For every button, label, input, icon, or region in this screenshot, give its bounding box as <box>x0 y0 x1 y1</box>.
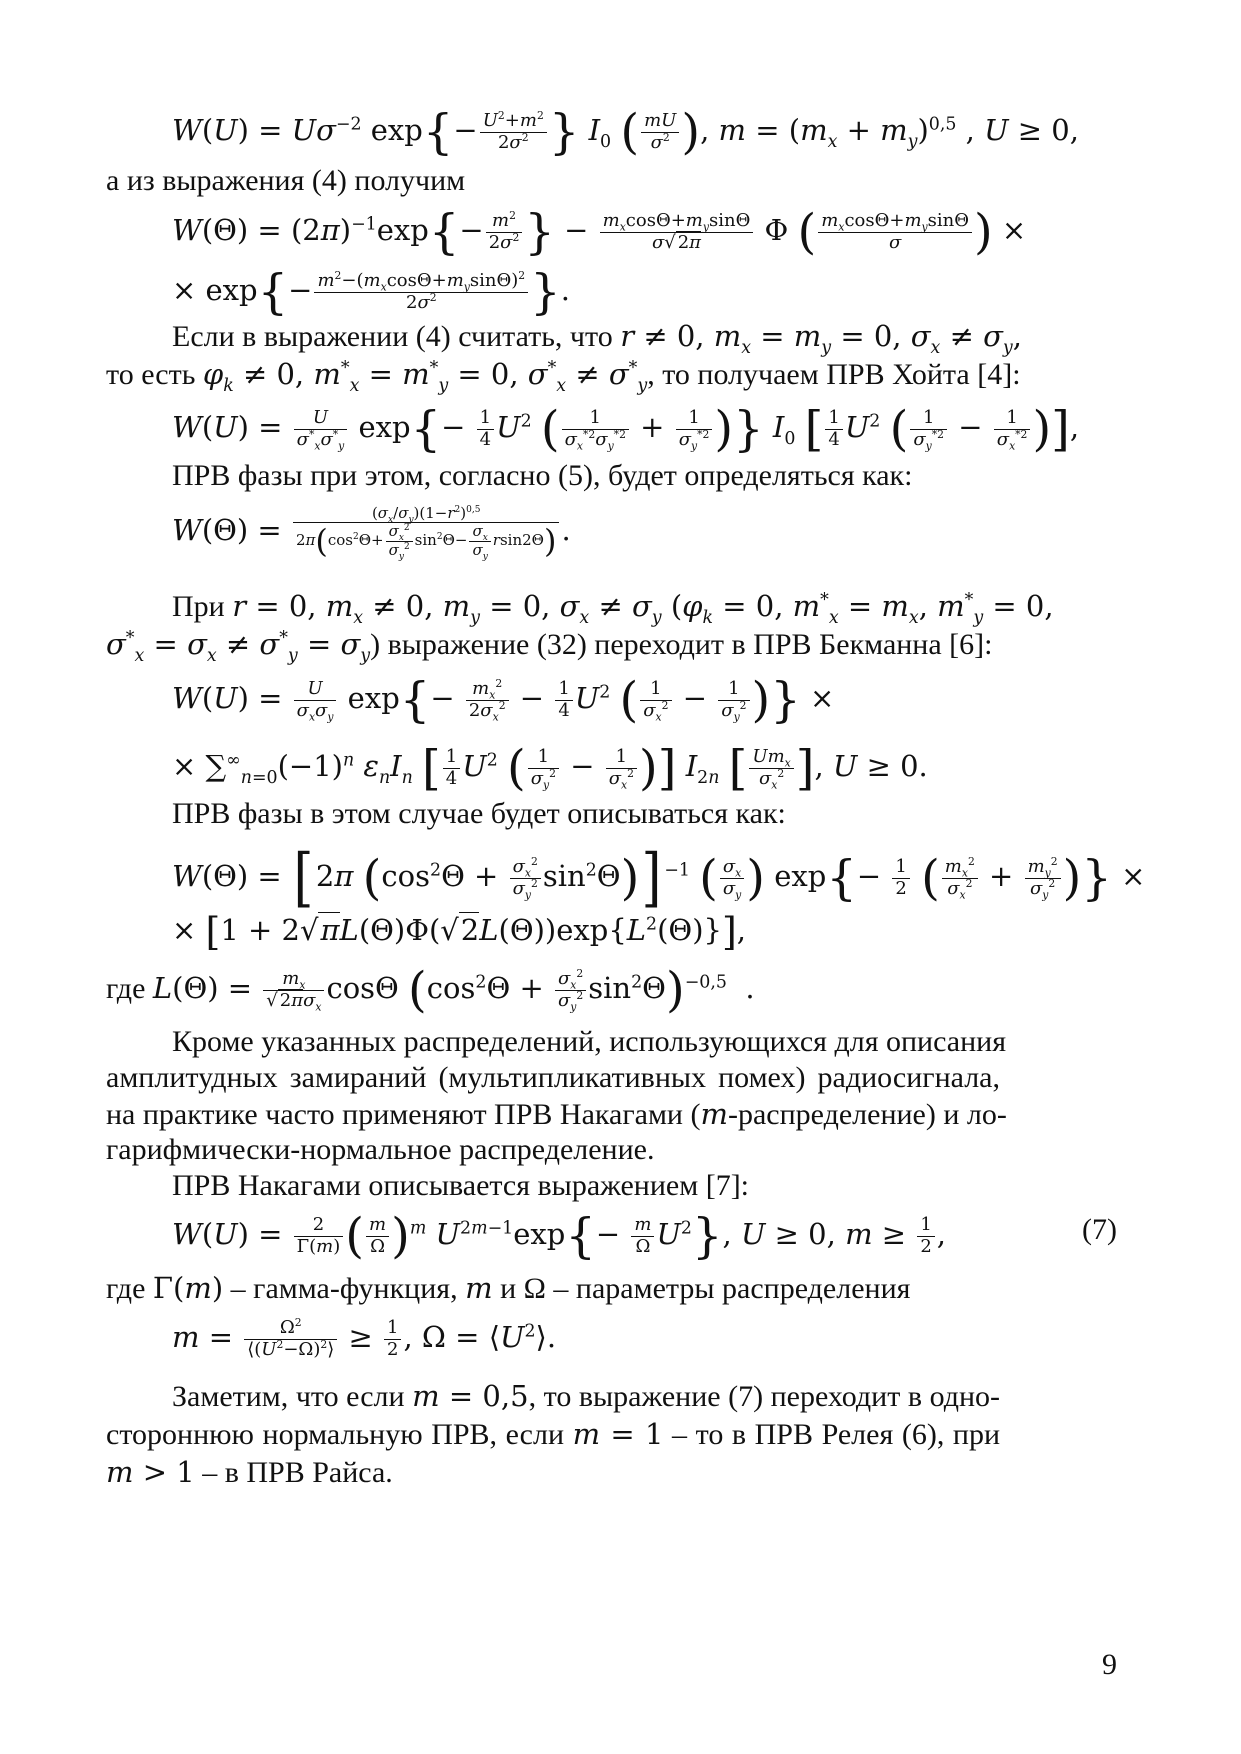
text-line: Если в выражении (4) считать, что r ≠ 0, $m_x = m_y = 0$, $\sigma_x \ne \sigma_y$, <box>172 319 1022 358</box>
equation-number: (7) <box>1082 1213 1117 1246</box>
equation-beckmann-line-2: × $\sum^\infty_{n=0}(-1)^n$ $\varepsilon_nI_n$ [ $\frac{1}{4}$ $U^2$ ( $\frac{1}{\sigma_y^2}$ − $\frac{1}{\sigma_x^2}$ )] $I_{2n}$ [ $\frac{Um_x}{\sigma_x^2}$ ], U ≥ 0. <box>172 740 928 796</box>
page-number: 9 <box>1102 1648 1117 1681</box>
text-line: то есть $\varphi_k \ne 0$, $m^*_x = m^*_y = 0$, $\sigma^*_x \ne \sigma^*_y$, то получаем ПРВ Хойта [4]: <box>106 357 1021 396</box>
equation-phase-line-2: × exp{− $\frac{m^2-(m_x\cos\Theta+m_y\sin\Theta)^2}{2\sigma^2}$ }. <box>172 264 570 320</box>
text-line: ПРВ фазы в этом случае будет описываться как: <box>172 797 786 830</box>
text-line: ПРВ Накагами описывается выражением [7]: <box>172 1169 750 1202</box>
text-line: $\sigma^*_x = \sigma_x \ne \sigma^*_y = \sigma_y$) выражение (32) переходит в ПРВ Бекманна [6]: <box>106 627 993 666</box>
equation-beckmann-phase-line-2: × $[1 + 2√\pi L(\Theta)\Phi(√2L(\Theta))\exp\{L^2(\Theta)\}]$, <box>172 910 747 954</box>
equation-nakagami-params: m = $\frac{\Omega^2}{⟨(U^2-\Omega)^2⟩}$ ≥ $\frac{1}{2}$ , $\Omega = ⟨U^2⟩$. <box>172 1316 557 1360</box>
equation-hoyt-amplitude: W(U) = $\frac{U}{\sigma^*_x\sigma^*_y}$ exp{− $\frac{1}{4}$ $U^2$ ( $\frac{1}{\sigma_x^{*2}\sigma_y^{*2}}$ + $\frac{1}{\sigma_y^{*2}}$ )} $I_0$ [ $\frac{1}{4}$ $U^2$ ( $\frac{1}{\sigma_y^{*2}}$ − $\frac{1}{\sigma_x^{*2}}$ )], <box>172 401 1080 457</box>
text-line: ПРВ фазы при этом, согласно (5), будет определяться как: <box>172 459 913 492</box>
equation-hoyt-phase: W(Θ) = $(\sigma_x/\sigma_y)(1-r^2)^{0,5}$ $2\pi(\cos^2\Theta+$ $\frac{\sigma_x^2}{\sigma_y^2}$ $\sin^2\Theta-$ $\frac{\sigma_x}{\sigma_y}$ rsin2Θ) . <box>172 504 571 562</box>
equation-beckmann-line-1: W(U) = $\frac{U}{\sigma_x\sigma_y}$ exp{− $\frac{m_x^2}{2\sigma_x^2}$ − $\frac{1}{4}$ $U^2$ ( $\frac{1}{\sigma_x^2}$ − $\frac{1}{\sigma_y^2}$ )} × <box>172 672 835 728</box>
text-line: При r = 0, $m_x \ne 0$, $m_y = 0$, $\sigma_x \ne \sigma_y$ ($\varphi_k = 0$, $m^*_x = m_x$, $m^*_y = 0$, <box>172 589 1054 628</box>
paragraph-line: Кроме указанных распределений, использующихся для описания <box>172 1025 1007 1058</box>
paragraph-line: Заметим, что если m = 0,5, то выражение (7) переходит в одно- <box>172 1379 1001 1413</box>
text-line: где L(Θ) = $\frac{m_x}{√ 2\pi\sigma_x}$ cosΘ ($\cos^2\Theta$ + $\frac{\sigma_x^2}{\sigma_y^2}$ $\sin^2\Theta)^{-0,5}$ . <box>106 962 755 1018</box>
text-line: где Γ(m) – гамма-функция, m и Ω – параметры распределения <box>106 1271 911 1305</box>
paragraph-line: гарифмически-нормальное распределение. <box>106 1133 655 1166</box>
paragraph-line: на практике часто применяют ПРВ Накагами (m-распределение) и ло- <box>106 1097 1007 1131</box>
paragraph-line: амплитудных замираний (мультипликативных помех) радиосигнала, <box>106 1061 1000 1094</box>
paragraph-line: m > 1 – в ПРВ Райса. <box>106 1455 393 1489</box>
equation-rice-amplitude: $W(U) = U\sigma^{-2}$ exp{− $\frac{U^2+m^2}{2\sigma^2}$ } $I_0$ ( $\frac{mU}{\sigma^2}$ ), $m = (m_x + m_y)^{0,5}$ , U ≥ 0, <box>172 104 1079 160</box>
equation-nakagami: W(U) = $\frac{2}{\Gamma(m)}$ ( $\frac{m}{\Omega}$ )$^m$ $U^{2m-1}\exp\{-$ $\frac{m}{\Omega}$ $U^2$}, U ≥ 0, m ≥ $\frac{1}{2}$ , <box>172 1208 946 1264</box>
equation-beckmann-phase-line-1: W(Θ) = [2π ($\cos^2\Theta$ + $\frac{\sigma_x^2}{\sigma_y^2}$ $\sin^2\Theta$)] $^{-1}$ ( $\frac{\sigma_x}{\sigma_y}$ ) exp{− $\frac{1}{2}$ ( $\frac{m_x^2}{\sigma_x^2}$ + $\frac{m_y^2}{\sigma_y^2}$ )} × <box>172 841 1146 915</box>
text-line: а из выражения (4) получим <box>106 164 466 197</box>
paragraph-line: стороннюю нормальную ПРВ, если m = 1 – то в ПРВ Релея (6), при <box>106 1417 1000 1451</box>
equation-phase-line-1: $W(\Theta) = (2\pi)^{-1}\exp\{-$ $\frac{m^2}{2\sigma^2}$ } − $\frac{m_x\cos\Theta+m_y\sin\Theta}{\sigma√ 2\pi}$ Φ ( $\frac{m_x\cos\Theta+m_y\sin\Theta}{\sigma}$ ) × <box>172 204 1027 260</box>
